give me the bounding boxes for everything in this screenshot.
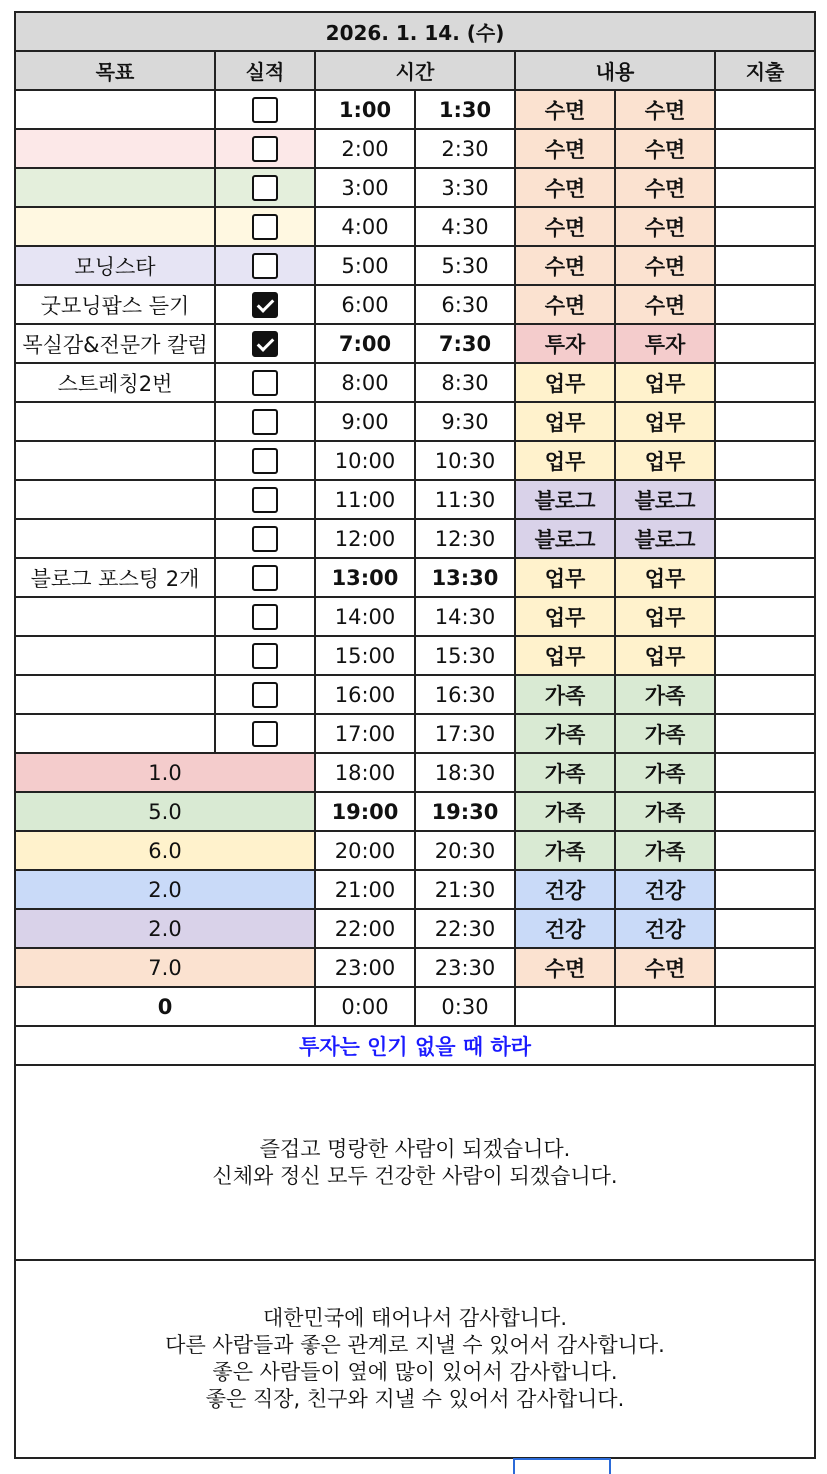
daily-planner-sheet [14,11,816,1459]
expense-cell[interactable] [715,948,815,987]
goal-cell[interactable]: 스트레칭2번 [15,363,215,402]
schedule-row [15,246,815,285]
header-goal[interactable]: 목표 [15,51,215,90]
time-half-cell[interactable]: 23:30 [415,948,515,987]
content-cell[interactable]: 가족 [615,753,715,792]
expense-cell[interactable] [715,714,815,753]
time-half-cell[interactable]: 17:30 [415,714,515,753]
done-cell[interactable] [215,168,315,207]
goal-cell[interactable]: 블로그 포스팅 2개 [15,558,215,597]
schedule-row [15,714,815,753]
done-cell[interactable] [215,597,315,636]
goal-cell[interactable] [15,129,215,168]
checkbox-unchecked[interactable] [252,409,278,435]
done-cell[interactable] [215,636,315,675]
content-cell[interactable]: 블로그 [615,480,715,519]
time-start-cell[interactable]: 23:00 [315,948,415,987]
time-start-cell[interactable]: 15:00 [315,636,415,675]
content-cell[interactable]: 가족 [515,831,615,870]
done-cell[interactable] [215,480,315,519]
goal-cell[interactable] [15,597,215,636]
content-cell[interactable]: 수면 [515,168,615,207]
time-half-cell[interactable]: 12:30 [415,519,515,558]
content-cell[interactable]: 수면 [515,948,615,987]
category-hours-cell[interactable]: 2.0 [15,909,315,948]
time-half-cell[interactable]: 13:30 [415,558,515,597]
schedule-row [15,480,815,519]
time-half-cell[interactable]: 19:30 [415,792,515,831]
goal-cell[interactable] [15,90,215,129]
content-cell[interactable]: 가족 [515,714,615,753]
schedule-row [15,636,815,675]
time-half-cell[interactable]: 4:30 [415,207,515,246]
goal-cell[interactable] [15,402,215,441]
content-cell[interactable]: 수면 [615,129,715,168]
content-cell[interactable]: 수면 [615,246,715,285]
time-half-cell[interactable]: 20:30 [415,831,515,870]
time-start-cell[interactable]: 21:00 [315,870,415,909]
cell-selection-indicator [513,1458,611,1474]
content-cell[interactable]: 업무 [515,363,615,402]
content-cell[interactable] [615,987,715,1026]
time-half-cell[interactable]: 16:30 [415,675,515,714]
summary-row [15,870,815,909]
schedule-row [15,90,815,129]
schedule-row [15,363,815,402]
time-start-cell[interactable]: 17:00 [315,714,415,753]
time-half-cell[interactable]: 5:30 [415,246,515,285]
quote-row [15,1026,815,1065]
summary-row [15,909,815,948]
time-start-cell[interactable]: 7:00 [315,324,415,363]
expense-cell[interactable] [715,363,815,402]
affirmations-line: 신체와 정신 모두 건강한 사람이 되겠습니다. [212,1163,618,1188]
content-cell[interactable]: 투자 [515,324,615,363]
content-cell[interactable]: 업무 [615,363,715,402]
time-start-cell[interactable]: 20:00 [315,831,415,870]
goal-cell[interactable] [15,168,215,207]
checkbox-unchecked[interactable] [252,604,278,630]
expense-cell[interactable] [715,402,815,441]
summary-row [15,831,815,870]
content-cell[interactable]: 수면 [515,207,615,246]
time-start-cell[interactable]: 8:00 [315,363,415,402]
time-half-cell[interactable]: 21:30 [415,870,515,909]
expense-cell[interactable] [715,675,815,714]
summary-row [15,948,815,987]
content-cell[interactable]: 업무 [615,597,715,636]
content-cell[interactable]: 수면 [515,285,615,324]
schedule-row [15,324,815,363]
expense-cell[interactable] [715,441,815,480]
gratitude-line: 좋은 직장, 친구와 지낼 수 있어서 감사합니다. [205,1387,625,1411]
header-expense[interactable]: 지출 [715,51,815,90]
time-start-cell[interactable]: 6:00 [315,285,415,324]
checkbox-checked[interactable] [252,331,278,357]
content-cell[interactable]: 가족 [515,753,615,792]
summary-row [15,753,815,792]
content-cell[interactable]: 가족 [515,792,615,831]
time-half-cell[interactable]: 0:30 [415,987,515,1026]
content-cell[interactable]: 건강 [615,909,715,948]
content-cell[interactable]: 업무 [515,402,615,441]
time-start-cell[interactable]: 4:00 [315,207,415,246]
category-hours-cell[interactable]: 7.0 [15,948,315,987]
expense-cell[interactable] [715,129,815,168]
expense-cell[interactable] [715,90,815,129]
expense-cell[interactable] [715,597,815,636]
category-hours-cell[interactable]: 5.0 [15,792,315,831]
checkbox-unchecked[interactable] [252,214,278,240]
title-row [15,12,815,51]
schedule-row [15,597,815,636]
affirmations-line: 즐겁고 명랑한 사람이 되겠습니다. [259,1136,571,1161]
content-cell[interactable]: 블로그 [515,480,615,519]
content-cell[interactable]: 가족 [615,714,715,753]
content-cell[interactable]: 가족 [515,675,615,714]
expense-cell[interactable] [715,909,815,948]
time-half-cell[interactable]: 3:30 [415,168,515,207]
schedule-row [15,558,815,597]
checkbox-unchecked[interactable] [252,370,278,396]
gratitude-line: 다른 사람들과 좋은 관계로 지낼 수 있어서 감사합니다. [165,1333,665,1357]
done-cell[interactable] [215,129,315,168]
total-value-cell[interactable]: 0 [15,987,315,1026]
goal-cell[interactable] [15,207,215,246]
content-cell[interactable]: 수면 [615,168,715,207]
time-half-cell[interactable]: 6:30 [415,285,515,324]
content-cell[interactable]: 업무 [615,441,715,480]
time-half-cell[interactable]: 10:30 [415,441,515,480]
schedule-row [15,402,815,441]
checkbox-unchecked[interactable] [252,487,278,513]
expense-cell[interactable] [715,831,815,870]
time-start-cell[interactable]: 13:00 [315,558,415,597]
goal-cell[interactable] [15,636,215,675]
content-cell[interactable]: 수면 [615,207,715,246]
goal-cell[interactable] [15,480,215,519]
done-cell[interactable] [215,207,315,246]
expense-cell[interactable] [715,285,815,324]
expense-cell[interactable] [715,987,815,1026]
expense-cell[interactable] [715,246,815,285]
schedule-row [15,285,815,324]
content-cell[interactable]: 업무 [515,636,615,675]
content-cell[interactable]: 가족 [615,831,715,870]
done-cell[interactable] [215,363,315,402]
done-cell[interactable] [215,441,315,480]
expense-cell[interactable] [715,636,815,675]
date-title[interactable]: 2026. 1. 14. (수) [15,12,815,51]
checkbox-unchecked[interactable] [252,253,278,279]
content-cell[interactable]: 수면 [615,948,715,987]
header-time[interactable]: 시간 [315,51,515,90]
time-start-cell[interactable]: 18:00 [315,753,415,792]
goal-cell[interactable] [15,441,215,480]
expense-cell[interactable] [715,753,815,792]
schedule-row [15,207,815,246]
time-half-cell[interactable]: 14:30 [415,597,515,636]
time-half-cell[interactable]: 1:30 [415,90,515,129]
done-cell[interactable] [215,246,315,285]
content-cell[interactable]: 업무 [615,636,715,675]
time-start-cell[interactable]: 16:00 [315,675,415,714]
quote-cell[interactable]: 투자는 인기 없을 때 하라 [15,1026,815,1065]
expense-cell[interactable] [715,870,815,909]
schedule-row [15,168,815,207]
expense-cell[interactable] [715,558,815,597]
content-cell[interactable]: 업무 [515,441,615,480]
done-cell[interactable] [215,324,315,363]
checkbox-unchecked[interactable] [252,682,278,708]
summary-row [15,792,815,831]
content-cell[interactable]: 투자 [615,324,715,363]
time-half-cell[interactable]: 9:30 [415,402,515,441]
content-cell[interactable]: 업무 [615,558,715,597]
time-start-cell[interactable]: 3:00 [315,168,415,207]
category-hours-cell[interactable]: 1.0 [15,753,315,792]
done-cell[interactable] [215,519,315,558]
content-cell[interactable]: 수면 [515,246,615,285]
done-cell[interactable] [215,285,315,324]
content-cell[interactable] [515,987,615,1026]
content-cell[interactable]: 업무 [515,558,615,597]
gratitude-cell[interactable] [15,1260,815,1458]
time-start-cell[interactable]: 10:00 [315,441,415,480]
time-start-cell[interactable]: 22:00 [315,909,415,948]
time-start-cell[interactable]: 5:00 [315,246,415,285]
time-start-cell[interactable]: 2:00 [315,129,415,168]
content-cell[interactable]: 블로그 [515,519,615,558]
content-cell[interactable]: 가족 [615,675,715,714]
content-cell[interactable]: 수면 [515,129,615,168]
schedule-row [15,675,815,714]
gratitude-line: 좋은 사람들이 옆에 많이 있어서 감사합니다. [212,1360,618,1384]
time-half-cell[interactable]: 8:30 [415,363,515,402]
goal-cell[interactable] [15,714,215,753]
total-row [15,987,815,1026]
goal-cell[interactable] [15,675,215,714]
time-half-cell[interactable]: 7:30 [415,324,515,363]
affirmations-cell[interactable] [15,1065,815,1260]
expense-cell[interactable] [715,792,815,831]
header-row [15,51,815,90]
goal-cell[interactable]: 굿모닝팝스 듣기 [15,285,215,324]
expense-cell[interactable] [715,480,815,519]
checkbox-unchecked[interactable] [252,97,278,123]
done-cell[interactable] [215,558,315,597]
expense-cell[interactable] [715,168,815,207]
content-cell[interactable]: 가족 [615,792,715,831]
done-cell[interactable] [215,675,315,714]
category-hours-cell[interactable]: 2.0 [15,870,315,909]
done-cell[interactable] [215,90,315,129]
expense-cell[interactable] [715,324,815,363]
time-half-cell[interactable]: 2:30 [415,129,515,168]
time-start-cell[interactable]: 9:00 [315,402,415,441]
content-cell[interactable]: 건강 [515,870,615,909]
content-cell[interactable]: 수면 [615,285,715,324]
schedule-row [15,441,815,480]
time-half-cell[interactable]: 11:30 [415,480,515,519]
content-cell[interactable]: 수면 [615,90,715,129]
content-cell[interactable]: 건강 [515,909,615,948]
time-start-cell[interactable]: 0:00 [315,987,415,1026]
done-cell[interactable] [215,402,315,441]
content-cell[interactable]: 업무 [515,597,615,636]
time-half-cell[interactable]: 22:30 [415,909,515,948]
checkbox-unchecked[interactable] [252,448,278,474]
done-cell[interactable] [215,714,315,753]
content-cell[interactable]: 업무 [615,402,715,441]
checkbox-unchecked[interactable] [252,643,278,669]
category-hours-cell[interactable]: 6.0 [15,831,315,870]
goal-cell[interactable] [15,519,215,558]
time-start-cell[interactable]: 14:00 [315,597,415,636]
content-cell[interactable]: 블로그 [615,519,715,558]
expense-cell[interactable] [715,519,815,558]
gratitude-row [15,1260,815,1458]
content-cell[interactable]: 건강 [615,870,715,909]
checkbox-checked[interactable] [252,292,278,318]
content-cell[interactable]: 수면 [515,90,615,129]
affirmations-row [15,1065,815,1260]
goal-cell[interactable]: 목실감&전문가 칼럼 [15,324,215,363]
time-half-cell[interactable]: 15:30 [415,636,515,675]
time-start-cell[interactable]: 19:00 [315,792,415,831]
header-content[interactable]: 내용 [515,51,715,90]
expense-cell[interactable] [715,207,815,246]
schedule-row [15,129,815,168]
time-half-cell[interactable]: 18:30 [415,753,515,792]
time-start-cell[interactable]: 12:00 [315,519,415,558]
checkbox-unchecked[interactable] [252,565,278,591]
checkbox-unchecked[interactable] [252,175,278,201]
checkbox-unchecked[interactable] [252,526,278,552]
gratitude-line: 대한민국에 태어나서 감사합니다. [262,1306,568,1330]
goal-cell[interactable]: 모닝스타 [15,246,215,285]
schedule-row [15,519,815,558]
time-start-cell[interactable]: 11:00 [315,480,415,519]
header-done[interactable]: 실적 [215,51,315,90]
checkbox-unchecked[interactable] [252,721,278,747]
checkbox-unchecked[interactable] [252,136,278,162]
time-start-cell[interactable]: 1:00 [315,90,415,129]
